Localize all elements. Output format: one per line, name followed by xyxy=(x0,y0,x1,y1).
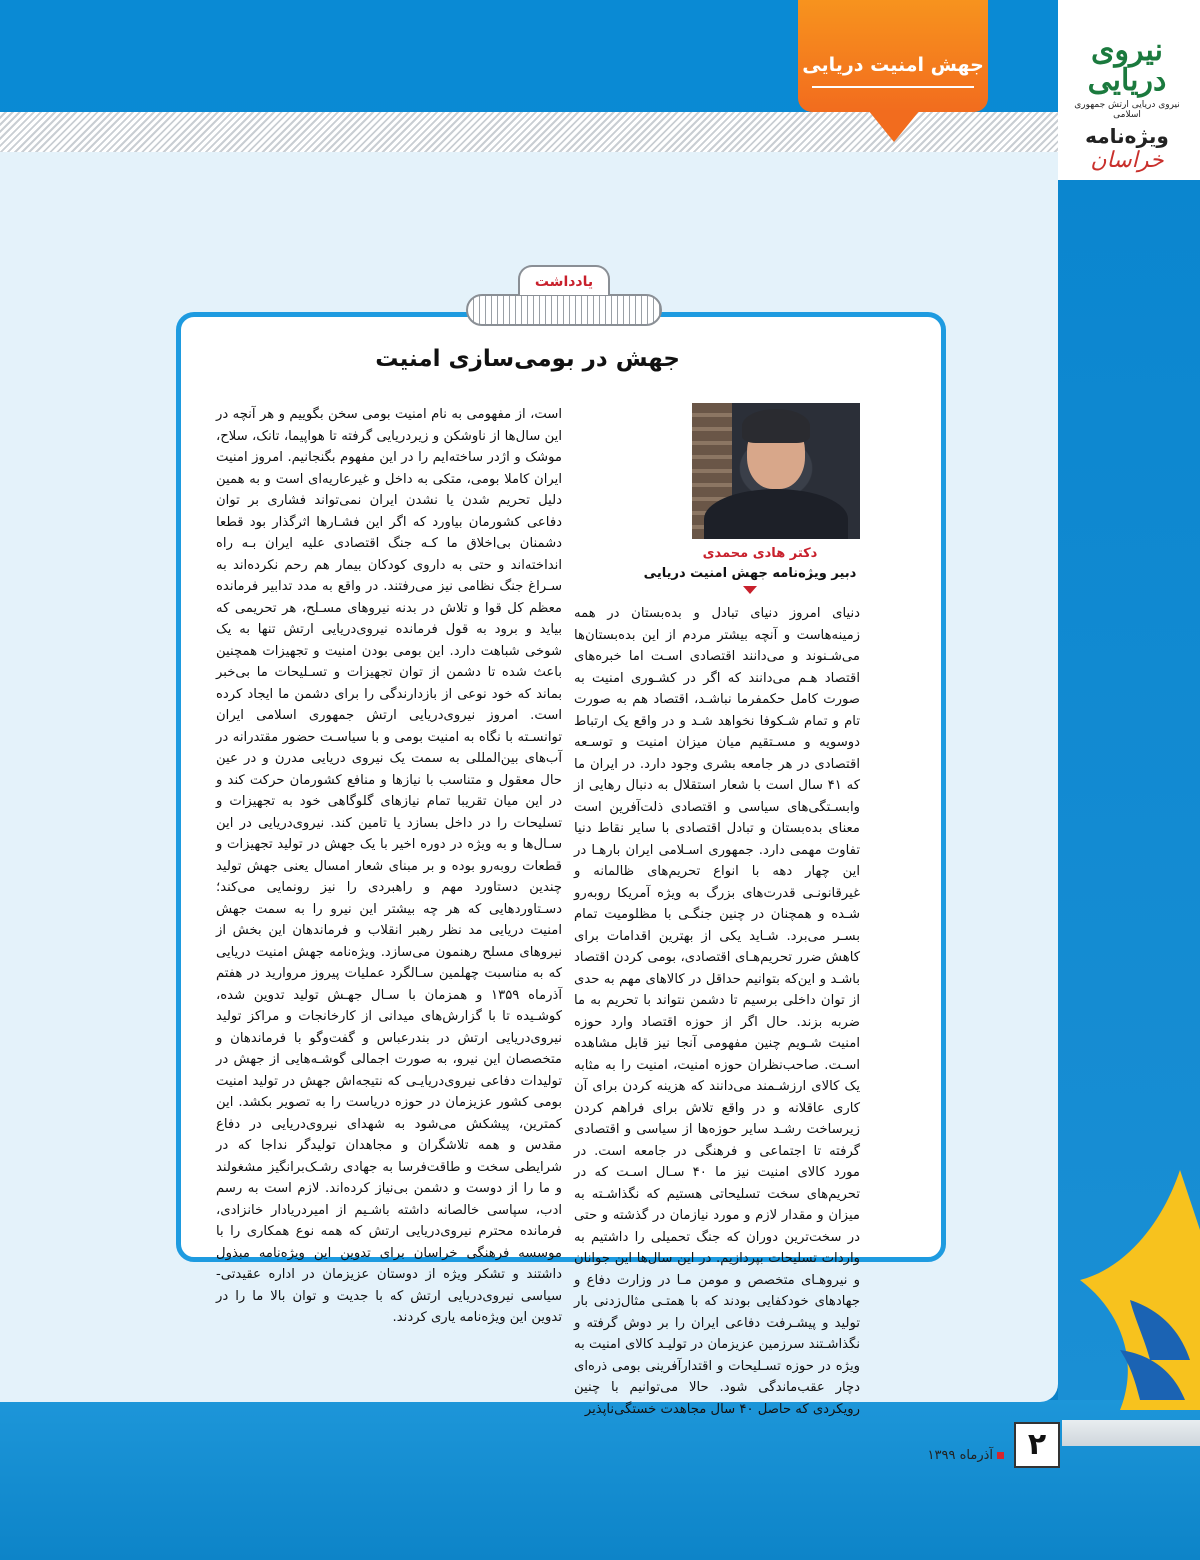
photo-suit xyxy=(704,489,848,539)
article-column-right: دنیای امروز دنیای تبادل و بده‌بستان در همه زمینه‌هاست و آنچه بیشتر مردم از این بده‌بستان‌ها می‌شـنوند و می‌دانند اقتصادی اسـت اما خبره‌های اقتصاد هـم می‌دانند که اگر در کشـوری امنیت به صورت کامل حکمفرما نباشـد، اقتصاد هم به صورت تام و تمام شـکوفا نخواهد شـد و در واقع یک ارتباط دوسویه و مسـتقیم میان میزان امنیت و توسـعه اقتصادی در هر جامعه بشری وجود دارد. در ایران ما که ۴۱ سال است با شعار استقلال به دنبال رهایی از وابسـتگی‌های سیاسی و اقتصادی ذلت‌آفرین است معنای بده‌بستان و تبادل اقتصادی با سایر نقاط دنیا تفاوت مهمی دارد. جمهوری اسـلامی ایران بارهـا در این چهار دهه با انواع تحریم‌های ظالمانه و غیرقانونـی قدرت‌های بزرگ به ویژه آمریکا روبه‌رو شـده و همچنان در چنین جنگـی با مظلومیت تمام بسـر می‌برد. شـاید یکی از بهترین اقدامات برای کاهش ضرر تحریم‌هـای اقتصادی، بومی کردن اقتصاد باشـد و این‌که بتوانیم حداقل در کالاهای مهم به حدی از توان داخلی برسیم تا دشمن نتواند با تحریم به ما ضربه بزند. حال اگر از حوزه اقتصاد وارد حوزه امنیت شـویم چنین مفهومی آنجا نیز قابل مشاهده اسـت. صاحب‌نظران حوزه امنیت، امنیت را به مثابه یک کالای ارزشـمند می‌دانند که هزینه کردن برای آن کاری عاقلانه و در واقع تلاش برای فراهم کردن زیرساخت رشـد سایر حوزه‌ها از سیاسی و اقتصادی گرفته تا اجتماعی و فرهنگی در جامعه است. در مورد کالای امنیت نیز ما ۴۰ سـال اسـت که در تحریم‌های سخت تسلیحاتی هستیم که نگذاشـته به میزان و مقدار لازم و مورد نیازمان در گذشته و حتی در سخت‌ترین دوران که جنگ تحمیلی را داشتیم به واردات تسلیحات بپردازیم. در این سال‌ها این جوانان و نیروهـای متخصص و مومن مـا در وزارت دفاع و جهادهای خودکفایی بودند که با همتـی مثال‌زدنی بار تولید و پیشـرفت دفاعی ایران را بر دوش گرفته و نگذاشـتند سرزمین عزیزمان در تولیـد کالای امنیت به ویژه در حوزه تسـلیحات و اقتدارآفرینی بومی ذره‌ای دچار عقب‌ماندگی شود. حالا می‌توانیم با چنین رویکردی که حاصل ۴۰ سال مجاهدت خستگی‌ناپذیر xyxy=(574,606,860,1417)
logo-subtitle: نیروی دریایی ارتش جمهوری اسلامی xyxy=(1074,100,1180,120)
author-role: دبیر ویژه‌نامه جهش امنیت دریایی xyxy=(643,566,857,581)
author-photo xyxy=(692,403,860,539)
author-name: دکتر هادی محمدی xyxy=(702,546,818,561)
article-column-left: است، از مفهومی به نام امنیت بومی سخن بگوییم و هر آنچه در این سال‌ها از ناوشکن و زیردریایی گرفته تا هواپیما، تانک، سلاح، موشک و اژدر ساخته‌ایم را در این مفهوم بگنجانیم. امروز امنیت ایران کاملا بومی، متکی به داخل و غیرعاریه‌ای است و به همین دلیل تحریم شدن یا نشدن ایران نمی‌تواند فشاری بر توان دفاعی کشورمان بیاورد که اگر این فشـارها اثرگذار بود قطعا دشمنان بی‌اخلاق ما کـه جنگ اقتصادی علیه ایران بـه راه انداخته‌اند و حتی به داروی کودکان بیمار هم رحم نکرده‌اند به سـراغ جنگ نظامی نیز می‌رفتند. در واقع به مدد تدابیر فرمانده معظم کل قوا و تلاش در بدنه نیروهای مسـلح، هر تحریمی که بیاید و برود به قول فرمانده نیروی‌دریایی ارتش تنها به یک شوخی شباهت دارد. این بومی بودن امنیت و تجهیزات همچنین باعث شده تا دشمن از توان تجهیزات و تسـلیحات ما بی‌خبر بماند که خود نوعی از بازدارندگی را برای دشمن ما ایجاد کرده است. امروز نیروی‌دریایی ارتش جمهوری اسلامی ایران توانسـته با نگاه به امنیت بومی و با سیاسـت حضور مقتدرانه در آب‌های بین‌المللی به سمت یک نیروی دریایی مدرن و در عین حال معقول و متناسب با نیازها و منافع کشورمان حرکت کند و در این میان تقریبا تمام نیازهای گلوگاهی خود به تجهیزات و تسلیحات را در داخل بسازد یا تامین کند. نیروی‌دریایی در این سـال‌ها و به ویژه در دوره اخیر با یک جهش در تولید تجهیزات و قطعات روبه‌رو بوده و بر مبنای شعار امسال یعنی جهش تولید چندین دستاورد مهم و راهبردی را نیز رونمایی می‌کند؛ دسـتاوردهایی که هر چه بیشتر این نیرو را به سمت جهش امنیت دریایی مد نظر رهبر انقلاب و فرماندهان این بخش از نیروهای مسلح رهنمون می‌سازد. ویژه‌نامه جهش امنیت دریایی که به مناسبت چهلمین سـالگرد عملیات پیروز مروارید در هفتم آذرماه ۱۳۵۹ و همزمان با سـال جهـش تولید تدوین شده، کوشـیده تا با گزارش‌های میدانی از کارخانجات و مراکز تولید نیروی‌دریایی ارتش در بندرعباس و گفت‌وگو با فرماندهان و متخصصان این نیرو، به صورت اجمالی گوشـه‌هایی از جهش در تولیدات دفاعی نیروی‌دریایـی که نتیجه‌اش جهش در تولید امنیت بومی کشور عزیزمان در حوزه دریاست را به تصویر بکشد. این کمترین، پیشکش می‌شود به شهدای نیروی‌دریایی در دفاع مقدس و همه تلاشگران و مجاهدان تولیدگر ندا‌جا که در شرایطی سخت و طاقت‌فرسا به جهادی رشـک‌برانگیز مشغولند و ما را از دوست و دشمن بی‌نیاز کرده‌اند. لازم است به رسم ادب، سپاسی خالصانه داشته باشـیم از امیردریادار خانزادی، فرمانده محترم نیروی‌دریایی ارتش که همه نوع همکاری را با موسسه فرهنگی خراسان برای تدوین این ویژه‌نامه مبذول داشتند و تشکر ویژه از دوستان عزیزمان در اداره عقیدتی-سیاسی نیروی‌دریایی ارتش که با جدیت و توان بالا ما را در تدوین این ویژه‌نامه یاری کردند. xyxy=(216,407,563,1325)
publication-logo xyxy=(1062,10,1192,173)
section-tag-arrow-icon xyxy=(868,110,920,142)
photo-hair xyxy=(742,409,810,443)
footer-stripe xyxy=(1062,1420,1200,1446)
section-tag-label: جهش امنیت دریایی xyxy=(802,54,984,76)
footer-dot-icon xyxy=(997,1452,1004,1459)
footer-date-wrap xyxy=(888,1448,1004,1463)
logo-vizhenameh: ویژه‌نامه xyxy=(1085,124,1169,148)
note-label: یادداشت xyxy=(518,265,610,295)
logo-mark: نیروی دریایی xyxy=(1087,33,1167,98)
footer-date: آذرماه ۱۳۹۹ xyxy=(927,1448,993,1463)
star-decoration-icon xyxy=(1060,1160,1200,1420)
section-tag-underline xyxy=(812,86,974,88)
logo-panel xyxy=(1058,0,1200,180)
logo-khorasan: خراسان xyxy=(1090,148,1164,173)
page-number: ۲ xyxy=(1014,1422,1060,1468)
article-title: جهش در بومی‌سازی امنیت xyxy=(375,346,680,372)
author-caret-icon xyxy=(743,586,757,594)
note-label-pill xyxy=(466,294,662,326)
